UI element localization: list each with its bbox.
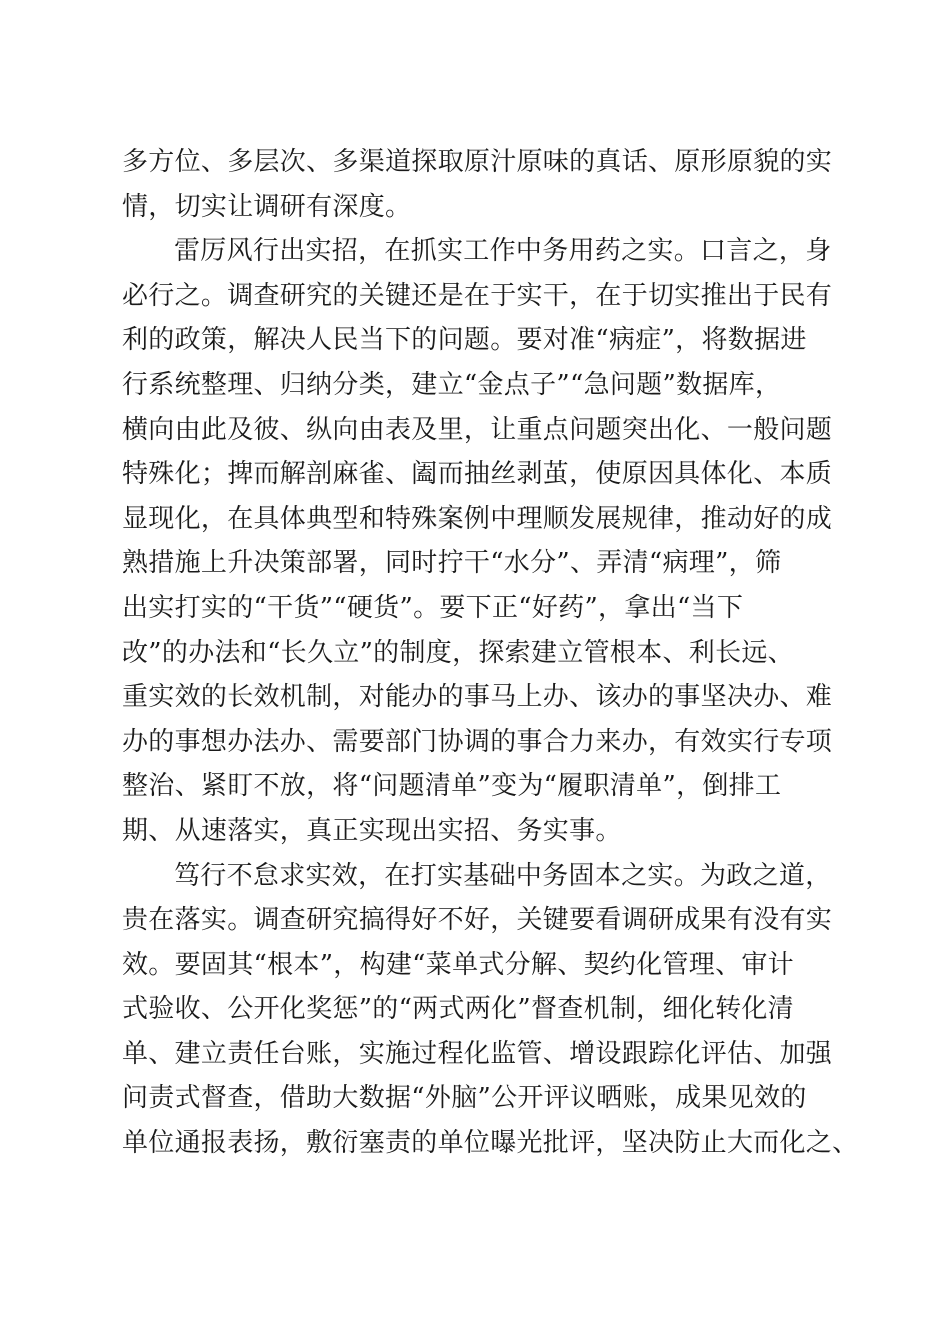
paragraph-first-line: 笃行不怠求实效，在打实基础中务固本之实。为政之道，	[174, 860, 832, 891]
text-line: 重实效的长效机制，对能办的事马上办、该办的事坚决办、难	[122, 682, 833, 713]
text-line: 行系统整理、归纳分类，建立“金点子”“急问题”数据库，	[122, 369, 782, 400]
text-line: 出实打实的“干货”“硬货”。要下正“好药”，拿出“当下	[122, 592, 744, 623]
text-line: 效。要固其“根本”，构建“菜单式分解、契约化管理、审计	[122, 949, 794, 980]
text-line: 改”的办法和“长久立”的制度，探索建立管根本、利长远、	[122, 637, 794, 668]
text-line: 利的政策，解决人民当下的问题。要对准“病症”，将数据进	[122, 325, 807, 356]
text-line: 熟措施上升决策部署，同时拧干“水分”、弄清“病理”，筛	[122, 548, 782, 579]
text-line: 整治、紧盯不放，将“问题清单”变为“履职清单”，倒排工	[122, 771, 782, 802]
text-line: 办的事想办法办、需要部门协调的事合力来办，有效实行专项	[122, 726, 833, 757]
text-line: 显现化，在具体典型和特殊案例中理顺发展规律，推动好的成	[122, 503, 833, 534]
text-line: 情，切实让调研有深度。	[122, 191, 412, 222]
text-line: 横向由此及彼、纵向由表及里，让重点问题突出化、一般问题	[122, 414, 833, 445]
text-line: 贵在落实。调查研究搞得好不好，关键要看调研成果有没有实	[122, 905, 833, 936]
text-line: 单、建立责任台账，实施过程化监管、增设跟踪化评估、加强	[122, 1038, 833, 1069]
text-line: 期、从速落实，真正实现出实招、务实事。	[122, 815, 622, 846]
text-line: 式验收、公开化奖惩”的“两式两化”督查机制，细化转化清	[122, 994, 794, 1025]
text-line: 多方位、多层次、多渠道探取原汁原味的真话、原形原貌的实	[122, 147, 833, 177]
text-line: 特殊化；捭而解剖麻雀、阖而抽丝剥茧，使原因具体化、本质	[122, 459, 833, 490]
text-line: 问责式督查，借助大数据“外脑”公开评议晒账，成果见效的	[122, 1083, 807, 1114]
paragraph-first-line: 雷厉风行出实招，在抓实工作中务用药之实。口言之，身	[174, 236, 832, 267]
text-line: 单位通报表扬，敷衍塞责的单位曝光批评，坚决防止大而化之、	[122, 1128, 859, 1159]
body-text	[122, 140, 859, 1166]
text-line: 必行之。调查研究的关键还是在于实干，在于切实推出于民有	[122, 280, 833, 311]
